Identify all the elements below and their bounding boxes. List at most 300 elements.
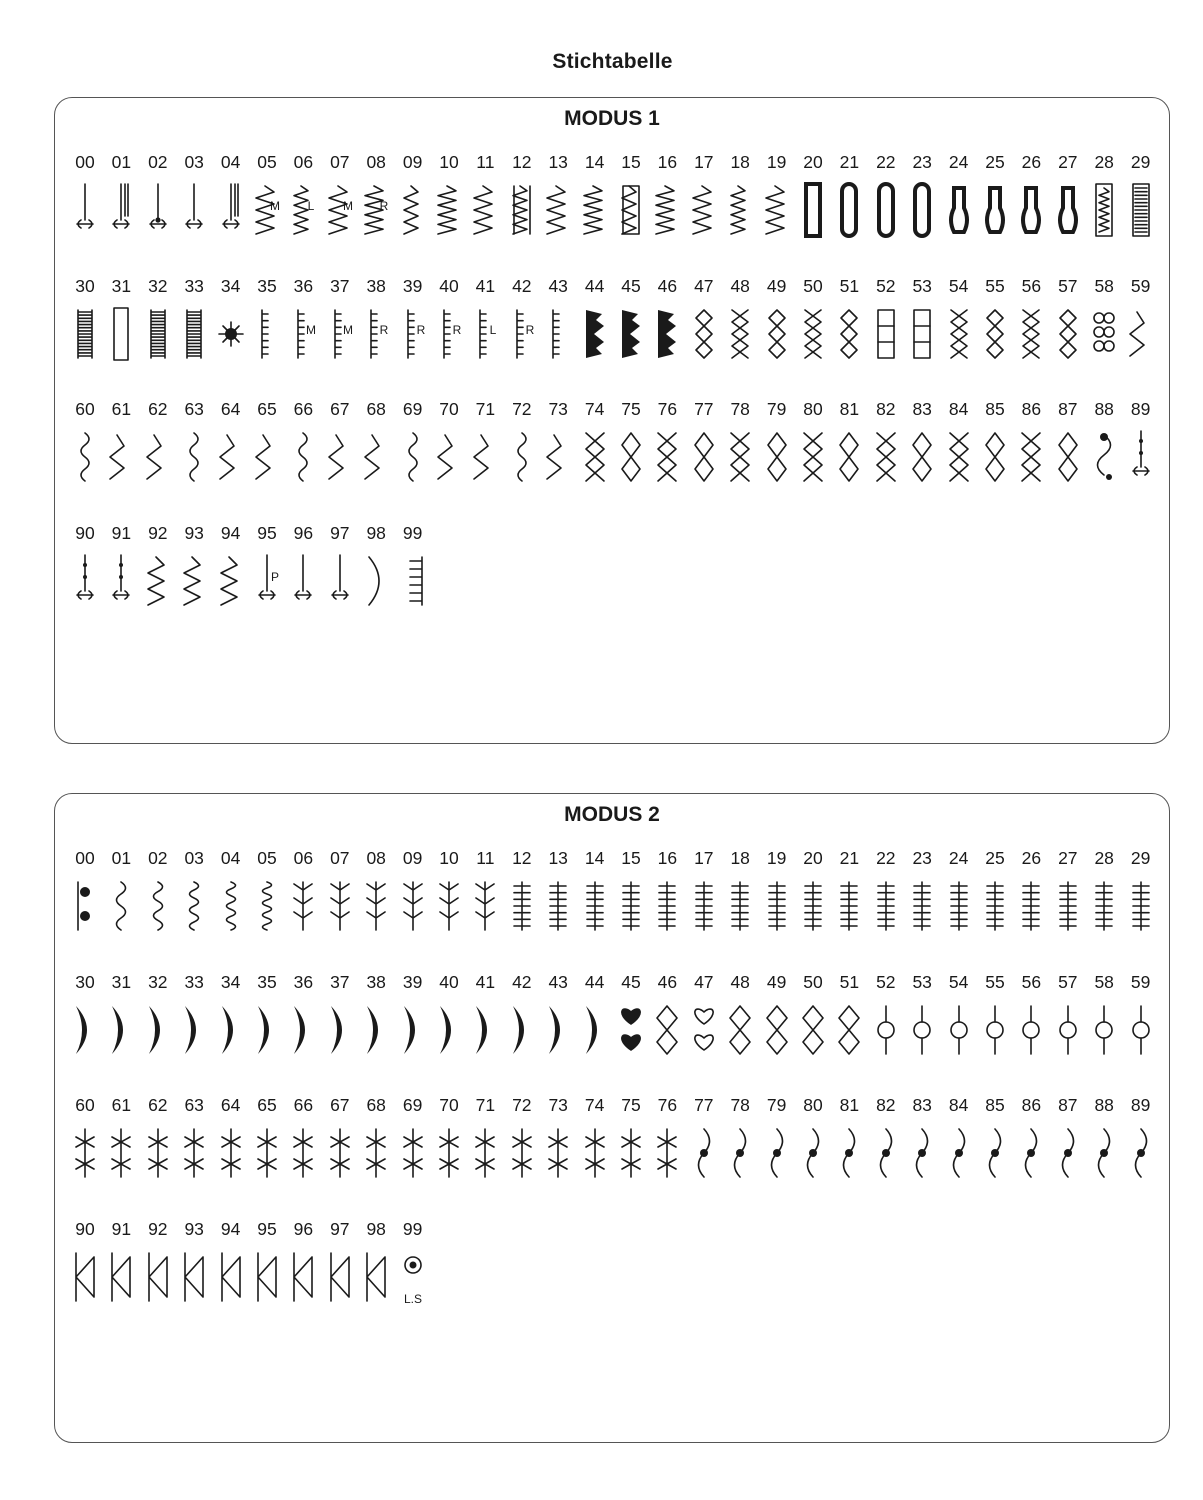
stitch-number: 84 (948, 1095, 969, 1115)
stitch-pattern-icon (942, 427, 976, 487)
stitch-pattern-icon (214, 304, 248, 364)
stitch-number: 14 (584, 152, 605, 172)
stitch-number: 22 (876, 848, 896, 868)
stitch-pattern-icon (505, 180, 539, 240)
stitch-pattern-icon (723, 427, 757, 487)
stitch-pattern-icon (214, 1123, 248, 1183)
stitch-pattern-icon (869, 180, 903, 240)
stitch-number: 31 (111, 275, 132, 296)
stitch-pattern-icon (1124, 180, 1158, 240)
stitch-number: 30 (75, 275, 95, 296)
stitch-number: 24 (948, 152, 969, 172)
stitch-pattern-icon (1124, 876, 1158, 936)
stitch-pattern-icon (905, 304, 939, 364)
stitch-number: 40 (439, 971, 459, 992)
stitch-pattern-icon (832, 1000, 866, 1060)
stitch-number: 01 (111, 152, 132, 172)
stitch-pattern-icon (978, 427, 1012, 487)
stitch-number: 08 (366, 152, 386, 172)
stitch-number: 48 (730, 971, 750, 992)
stitch-pattern-icon (323, 1247, 357, 1307)
stitch-pattern-icon (1051, 304, 1085, 364)
stitch-pattern-icon (323, 427, 357, 487)
stitch-pattern-icon (141, 180, 175, 240)
stitch-pattern-icon (286, 180, 320, 240)
stitch-pattern-icon (942, 1000, 976, 1060)
stitch-number: 59 (1130, 275, 1151, 296)
stitch-pattern-icon (177, 1247, 211, 1307)
stitch-pattern-icon (1124, 427, 1158, 487)
stitch-number: 96 (293, 522, 314, 543)
stitch-number: 60 (75, 1095, 95, 1115)
stitch-number: 33 (184, 971, 204, 992)
stitch-pattern-icon (286, 1247, 320, 1307)
stitch-pattern-icon (578, 876, 612, 936)
stitch-number: 97 (330, 1218, 350, 1239)
stitch-number: 75 (621, 1095, 641, 1115)
stitch-pattern-icon (905, 427, 939, 487)
stitch-pattern-icon (432, 1123, 466, 1183)
stitch-number: 54 (948, 275, 969, 296)
stitch-pattern-icon (1124, 1000, 1158, 1060)
stitch-number: 21 (839, 848, 860, 868)
stitch-number: 06 (293, 152, 314, 172)
stitch-pattern-icon (942, 1123, 976, 1183)
stitch-number: 03 (184, 848, 204, 868)
stitch-pattern-icon (141, 1247, 175, 1307)
stitch-number: 38 (366, 275, 386, 296)
stitch-number: 52 (876, 971, 896, 992)
stitch-number: 28 (1094, 152, 1114, 172)
stitch-pattern-icon (650, 876, 684, 936)
stitch-pattern-icon (723, 180, 757, 240)
stitch-number: 06 (293, 848, 314, 868)
stitch-pattern-icon (723, 1000, 757, 1060)
stitch-pattern-icon (323, 180, 357, 240)
stitch-number: 82 (876, 1095, 896, 1115)
stitch-pattern-icon (432, 304, 466, 364)
stitch-number: 61 (111, 399, 132, 419)
stitch-pattern-icon (942, 304, 976, 364)
stitch-number: 27 (1058, 848, 1078, 868)
stitch-number: 72 (512, 1095, 532, 1115)
stitch-pattern-icon (359, 876, 393, 936)
stitch-pattern-icon (68, 551, 102, 611)
stitch-number: 34 (220, 971, 241, 992)
stitch-number: 21 (839, 152, 860, 172)
stitch-number: 75 (621, 399, 641, 419)
stitch-number: 64 (220, 399, 241, 419)
stitch-number: 83 (912, 399, 932, 419)
stitch-number: 24 (948, 848, 969, 868)
stitch-number: 99 (402, 1218, 423, 1239)
stitch-number: 90 (75, 1218, 95, 1239)
stitch-pattern-icon (141, 304, 175, 364)
stitch-number: 48 (730, 275, 750, 296)
stitch-pattern-icon (905, 876, 939, 936)
stitch-number: 33 (184, 275, 204, 296)
stitch-pattern-icon (468, 876, 502, 936)
stitch-pattern-icon (578, 427, 612, 487)
stitch-pattern-icon (396, 551, 430, 611)
stitch-number: 08 (366, 848, 386, 868)
stitch-number: 57 (1058, 971, 1078, 992)
stitch-pattern-icon (359, 427, 393, 487)
stitch-number: 78 (730, 1095, 750, 1115)
stitch-pattern-icon (432, 1000, 466, 1060)
stitch-pattern-icon (1087, 1123, 1121, 1183)
stitch-number: 76 (657, 1095, 678, 1115)
stitch-number: 44 (584, 971, 605, 992)
stitch-pattern-icon (1051, 180, 1085, 240)
stitch-number: 78 (730, 399, 750, 419)
stitch-number: 37 (330, 275, 350, 296)
stitch-pattern-icon (250, 180, 284, 240)
stitch-pattern-icon (104, 1000, 138, 1060)
stitch-number: 53 (912, 275, 932, 296)
stitch-number: 20 (803, 848, 823, 868)
stitch-pattern-icon (650, 1123, 684, 1183)
stitch-pattern-icon (978, 1123, 1012, 1183)
stitch-number: 16 (657, 152, 678, 172)
stitch-pattern-icon (1087, 427, 1121, 487)
stitch-pattern-icon (396, 1247, 430, 1307)
stitch-pattern-icon (323, 1123, 357, 1183)
mode-2-panel (54, 793, 1170, 1443)
stitch-pattern-icon (104, 1123, 138, 1183)
stitch-pattern-icon (505, 304, 539, 364)
stitch-pattern-icon (250, 551, 284, 611)
stitch-number: 69 (402, 1095, 423, 1115)
stitch-number: 96 (293, 1218, 314, 1239)
stitch-pattern-icon (650, 304, 684, 364)
stitch-number: 86 (1021, 1095, 1042, 1115)
stitch-pattern-icon (978, 1000, 1012, 1060)
stitch-pattern-icon (650, 427, 684, 487)
stitch-number: 11 (476, 152, 495, 172)
stitch-number: 85 (985, 399, 1005, 419)
stitch-pattern-icon (832, 1123, 866, 1183)
stitch-pattern-icon (177, 876, 211, 936)
stitch-number: 91 (111, 1218, 132, 1239)
stitch-number: 19 (766, 152, 787, 172)
stitch-number: 61 (111, 1095, 132, 1115)
stitch-pattern-icon (323, 551, 357, 611)
stitch-pattern-icon (286, 1000, 320, 1060)
stitch-number: 93 (184, 522, 204, 543)
stitch-number: 69 (402, 399, 423, 419)
stitch-mark: M (306, 322, 317, 337)
stitch-pattern-icon (614, 180, 648, 240)
stitch-pattern-icon (432, 427, 466, 487)
stitch-number: 29 (1130, 152, 1151, 172)
stitch-pattern-icon (250, 304, 284, 364)
stitch-pattern-icon (687, 876, 721, 936)
stitch-pattern-icon (541, 1000, 575, 1060)
stitch-number: 81 (839, 399, 860, 419)
stitch-number: 40 (439, 275, 459, 296)
stitch-number: 90 (75, 522, 95, 543)
stitch-pattern-icon (250, 427, 284, 487)
stitch-number: 41 (475, 275, 496, 296)
stitch-number: 07 (330, 152, 350, 172)
stitch-pattern-icon (104, 876, 138, 936)
stitch-pattern-icon (1014, 1000, 1048, 1060)
stitch-number: 26 (1021, 848, 1042, 868)
stitch-pattern-icon (760, 304, 794, 364)
stitch-pattern-icon (578, 304, 612, 364)
stitch-pattern-icon (1087, 180, 1121, 240)
stitch-number: 25 (985, 152, 1005, 172)
stitch-pattern-icon (723, 304, 757, 364)
stitch-number: 51 (839, 275, 860, 296)
stitch-pattern-icon (468, 1000, 502, 1060)
stitch-pattern-icon (541, 876, 575, 936)
stitch-number: 63 (184, 399, 204, 419)
stitch-number: 41 (475, 971, 496, 992)
stitch-number: 95 (257, 1218, 277, 1239)
stitch-pattern-icon (541, 180, 575, 240)
stitch-number: 45 (621, 971, 641, 992)
stitch-pattern-icon (578, 180, 612, 240)
stitch-pattern-icon (869, 1123, 903, 1183)
stitch-number: 82 (876, 399, 896, 419)
stitch-pattern-icon (104, 1247, 138, 1307)
stitch-number: 10 (439, 152, 459, 172)
stitch-number: 49 (766, 971, 787, 992)
stitch-number: 26 (1021, 152, 1042, 172)
stitch-pattern-icon (432, 180, 466, 240)
stitch-number: 16 (657, 848, 678, 868)
stitch-pattern-icon (250, 1247, 284, 1307)
stitch-pattern-icon (1014, 427, 1048, 487)
stitch-pattern-icon (978, 180, 1012, 240)
stitch-number: 29 (1130, 848, 1151, 868)
stitch-number: 03 (184, 152, 204, 172)
stitch-pattern-icon (323, 1000, 357, 1060)
stitch-number: 32 (148, 971, 168, 992)
stitch-pattern-icon (286, 1123, 320, 1183)
stitch-pattern-icon (760, 180, 794, 240)
stitch-pattern-icon (250, 1000, 284, 1060)
stitch-number: 94 (220, 522, 241, 543)
stitch-number: 55 (985, 971, 1005, 992)
page-title: Stichtabelle (552, 50, 673, 73)
stitch-mark: M (270, 199, 280, 213)
stitch-number: 55 (985, 275, 1005, 296)
stitch-pattern-icon (1124, 304, 1158, 364)
stitch-pattern-icon (68, 1000, 102, 1060)
stitch-mark: L.S (403, 1291, 422, 1306)
stitch-pattern-icon (760, 427, 794, 487)
stitch-pattern-icon (250, 1123, 284, 1183)
mode-2-title: MODUS 2 (564, 803, 660, 826)
stitch-number: 81 (839, 1095, 860, 1115)
stitch-pattern-icon (177, 1000, 211, 1060)
stitch-number: 89 (1130, 1095, 1151, 1115)
stitch-pattern-icon (723, 1123, 757, 1183)
stitch-pattern-icon (687, 304, 721, 364)
stitch-pattern-icon (614, 304, 648, 364)
stitch-pattern-icon (68, 180, 102, 240)
stitch-number: 13 (548, 848, 568, 868)
stitch-number: 68 (366, 399, 386, 419)
stitch-number: 73 (548, 399, 568, 419)
stitch-pattern-icon (177, 551, 211, 611)
stitch-number: 35 (257, 971, 277, 992)
stitch-number: 65 (257, 399, 277, 419)
stitch-pattern-icon (432, 876, 466, 936)
stitch-pattern-icon (687, 180, 721, 240)
stitch-pattern-icon (359, 1123, 393, 1183)
stitch-number: 12 (512, 848, 532, 868)
stitch-pattern-icon (832, 427, 866, 487)
stitch-number: 98 (366, 1218, 386, 1239)
stitch-pattern-icon (614, 427, 648, 487)
stitch-number: 46 (657, 275, 678, 296)
stitch-number: 12 (512, 152, 532, 172)
stitch-number: 04 (220, 152, 241, 172)
stitch-mark: L (308, 199, 315, 213)
stitch-number: 80 (803, 1095, 823, 1115)
stitch-number: 44 (584, 275, 605, 296)
stitch-number: 00 (75, 152, 95, 172)
stitch-pattern-icon (978, 304, 1012, 364)
stitch-pattern-icon (250, 876, 284, 936)
stitch-mark: R (379, 322, 389, 337)
stitch-number: 83 (912, 1095, 932, 1115)
stitch-number: 92 (148, 522, 168, 543)
stitch-mark: M (342, 322, 353, 337)
stitch-number: 97 (330, 522, 350, 543)
stitch-pattern-icon (796, 1123, 830, 1183)
stitch-number: 09 (402, 152, 423, 172)
stitch-number: 46 (657, 971, 678, 992)
stitch-pattern-icon (614, 1000, 648, 1060)
stitch-pattern-icon (614, 876, 648, 936)
stitch-mark: R (452, 322, 462, 337)
stitch-number: 31 (111, 971, 132, 992)
stitch-number: 88 (1094, 399, 1114, 419)
stitch-number: 42 (512, 275, 532, 296)
stitch-number: 39 (402, 275, 423, 296)
stitch-mark: P (270, 569, 280, 584)
stitch-number: 15 (621, 848, 641, 868)
stitch-number: 05 (257, 848, 277, 868)
stitch-number: 47 (694, 275, 714, 296)
stitch-pattern-icon (214, 180, 248, 240)
stitch-pattern-icon (141, 1000, 175, 1060)
stitch-pattern-icon (505, 1000, 539, 1060)
stitch-pattern-icon (1051, 1000, 1085, 1060)
stitch-pattern-icon (286, 304, 320, 364)
stitch-pattern-icon (141, 551, 175, 611)
stitch-number: 66 (293, 399, 314, 419)
stitch-number: 76 (657, 399, 678, 419)
stitch-pattern-icon (650, 180, 684, 240)
stitch-number: 20 (803, 152, 823, 172)
stitch-number: 77 (694, 399, 714, 419)
stitch-pattern-icon (104, 427, 138, 487)
stitch-pattern-icon (905, 1123, 939, 1183)
stitch-mark: M (342, 199, 353, 213)
stitch-pattern-icon (1087, 876, 1121, 936)
stitch-pattern-icon (1087, 304, 1121, 364)
stitch-pattern-icon (578, 1000, 612, 1060)
stitch-pattern-icon (104, 180, 138, 240)
stitch-pattern-icon (286, 551, 320, 611)
stitch-number: 65 (257, 1095, 277, 1115)
stitch-pattern-icon (1014, 180, 1048, 240)
stitch-number: 77 (694, 1095, 714, 1115)
stitch-pattern-icon (760, 876, 794, 936)
stitch-number: 30 (75, 971, 95, 992)
stitch-pattern-icon (1014, 1123, 1048, 1183)
stitch-number: 42 (512, 971, 532, 992)
stitch-number: 64 (220, 1095, 241, 1115)
stitch-pattern-icon (1087, 1000, 1121, 1060)
stitch-pattern-icon (905, 1000, 939, 1060)
stitch-pattern-icon (796, 1000, 830, 1060)
stitch-number: 19 (766, 848, 787, 868)
stitch-number: 58 (1094, 971, 1114, 992)
stitch-pattern-icon (687, 1000, 721, 1060)
stitch-number: 18 (730, 152, 750, 172)
stitch-number: 05 (257, 152, 277, 172)
stitch-pattern-icon (396, 304, 430, 364)
stitch-number: 35 (257, 275, 277, 296)
stitch-number: 47 (694, 971, 714, 992)
stitch-number: 89 (1130, 399, 1151, 419)
stitch-pattern-icon (141, 427, 175, 487)
stitch-pattern-icon (1051, 427, 1085, 487)
stitch-number: 87 (1058, 1095, 1078, 1115)
stitch-pattern-icon (68, 1123, 102, 1183)
stitch-mark: L (490, 322, 497, 337)
stitch-pattern-icon (832, 304, 866, 364)
stitch-number: 67 (330, 1095, 350, 1115)
stitch-pattern-icon (541, 304, 575, 364)
stitch-number: 13 (548, 152, 568, 172)
stitch-pattern-icon (141, 876, 175, 936)
stitch-pattern-icon (832, 180, 866, 240)
stitch-pattern-icon (505, 427, 539, 487)
stitch-number: 85 (985, 1095, 1005, 1115)
stitch-pattern-icon (505, 876, 539, 936)
stitch-number: 80 (803, 399, 823, 419)
stitch-pattern-icon (1051, 1123, 1085, 1183)
stitch-number: 43 (548, 275, 568, 296)
stitch-pattern-icon (796, 876, 830, 936)
stitch-number: 88 (1094, 1095, 1114, 1115)
stitch-pattern-icon (505, 1123, 539, 1183)
stitch-number: 52 (876, 275, 896, 296)
stitch-pattern-icon (359, 551, 393, 611)
stitch-pattern-icon (687, 427, 721, 487)
stitch-number: 57 (1058, 275, 1078, 296)
stitch-number: 02 (148, 848, 168, 868)
stitch-pattern-icon (68, 304, 102, 364)
stitch-number: 07 (330, 848, 350, 868)
stitch-number: 93 (184, 1218, 204, 1239)
stitch-pattern-icon (323, 876, 357, 936)
mode-1-panel (54, 97, 1170, 744)
stitch-number: 53 (912, 971, 932, 992)
stitch-pattern-icon (869, 876, 903, 936)
stitch-pattern-icon (68, 427, 102, 487)
stitch-number: 23 (912, 152, 932, 172)
stitch-pattern-icon (468, 180, 502, 240)
